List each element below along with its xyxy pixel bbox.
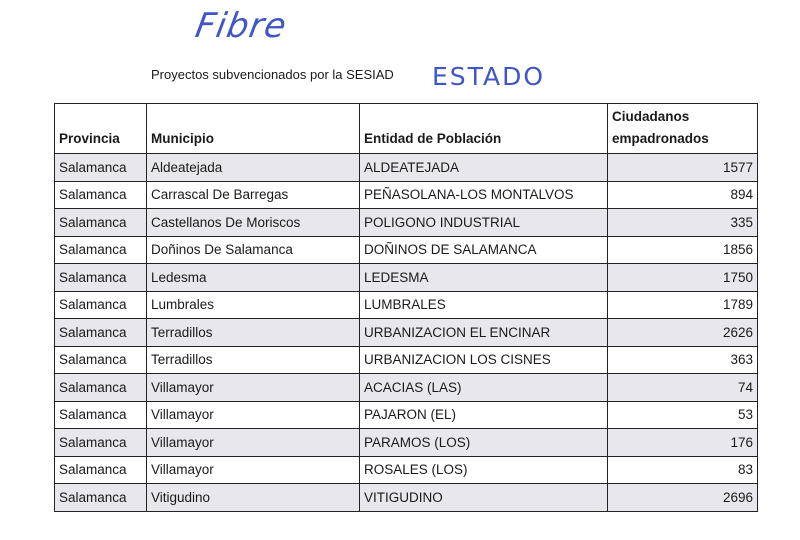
cell-municipio: Doñinos De Salamanca (147, 236, 360, 264)
cell-municipio: Terradillos (147, 346, 360, 374)
cell-entidad: LUMBRALES (360, 291, 608, 319)
cell-provincia: Salamanca (55, 429, 147, 457)
table-row (55, 319, 758, 347)
table-row (55, 346, 758, 374)
handwritten-fibre-note: Fibre (192, 6, 291, 46)
cell-provincia: Salamanca (55, 456, 147, 484)
table-header-row (55, 104, 758, 154)
cell-ciudadanos: 1577 (608, 154, 758, 182)
cell-municipio: Ledesma (147, 264, 360, 292)
table-row (55, 484, 758, 512)
cell-entidad: LEDESMA (360, 264, 608, 292)
cell-provincia: Salamanca (55, 181, 147, 209)
cell-entidad: POLIGONO INDUSTRIAL (360, 209, 608, 237)
cell-entidad: ACACIAS (LAS) (360, 374, 608, 402)
cell-municipio: Vitigudino (147, 484, 360, 512)
cell-provincia: Salamanca (55, 346, 147, 374)
table-row (55, 429, 758, 457)
cell-ciudadanos: 74 (608, 374, 758, 402)
cell-municipio: Castellanos De Moriscos (147, 209, 360, 237)
cell-entidad: URBANIZACION LOS CISNES (360, 346, 608, 374)
header-ciudadanos: Ciudadanos empadronados (608, 104, 758, 154)
table-row (55, 264, 758, 292)
cell-entidad: PARAMOS (LOS) (360, 429, 608, 457)
cell-provincia: Salamanca (55, 374, 147, 402)
table-row (55, 236, 758, 264)
cell-entidad: ALDEATEJADA (360, 154, 608, 182)
document-title: Proyectos subvencionados por la SESIAD (151, 67, 394, 82)
cell-ciudadanos: 2626 (608, 319, 758, 347)
table-row (55, 154, 758, 182)
cell-provincia: Salamanca (55, 264, 147, 292)
header-provincia: Provincia (55, 104, 147, 154)
cell-municipio: Carrascal De Barregas (147, 181, 360, 209)
cell-entidad: PEÑASOLANA-LOS MONTALVOS (360, 181, 608, 209)
cell-ciudadanos: 2696 (608, 484, 758, 512)
cell-entidad: VITIGUDINO (360, 484, 608, 512)
cell-ciudadanos: 1856 (608, 236, 758, 264)
cell-ciudadanos: 1750 (608, 264, 758, 292)
cell-entidad: ROSALES (LOS) (360, 456, 608, 484)
table-row (55, 209, 758, 237)
cell-provincia: Salamanca (55, 291, 147, 319)
cell-entidad: DOÑINOS DE SALAMANCA (360, 236, 608, 264)
cell-provincia: Salamanca (55, 484, 147, 512)
cell-entidad: URBANIZACION EL ENCINAR (360, 319, 608, 347)
cell-provincia: Salamanca (55, 236, 147, 264)
cell-ciudadanos: 894 (608, 181, 758, 209)
header-entidad: Entidad de Población (360, 104, 608, 154)
cell-municipio: Villamayor (147, 401, 360, 429)
table-row (55, 291, 758, 319)
handwritten-estado-note: ESTADO (432, 62, 546, 91)
cell-ciudadanos: 53 (608, 401, 758, 429)
cell-provincia: Salamanca (55, 209, 147, 237)
table-row (55, 181, 758, 209)
cell-entidad: PAJARON (EL) (360, 401, 608, 429)
cell-municipio: Aldeatejada (147, 154, 360, 182)
table-row (55, 401, 758, 429)
table-row (55, 374, 758, 402)
cell-provincia: Salamanca (55, 154, 147, 182)
cell-municipio: Villamayor (147, 374, 360, 402)
projects-table (54, 103, 758, 512)
cell-municipio: Lumbrales (147, 291, 360, 319)
cell-municipio: Terradillos (147, 319, 360, 347)
cell-municipio: Villamayor (147, 456, 360, 484)
cell-ciudadanos: 335 (608, 209, 758, 237)
table-row (55, 456, 758, 484)
header-municipio: Municipio (147, 104, 360, 154)
cell-ciudadanos: 176 (608, 429, 758, 457)
cell-municipio: Villamayor (147, 429, 360, 457)
cell-ciudadanos: 1789 (608, 291, 758, 319)
cell-provincia: Salamanca (55, 319, 147, 347)
cell-ciudadanos: 83 (608, 456, 758, 484)
cell-ciudadanos: 363 (608, 346, 758, 374)
cell-provincia: Salamanca (55, 401, 147, 429)
